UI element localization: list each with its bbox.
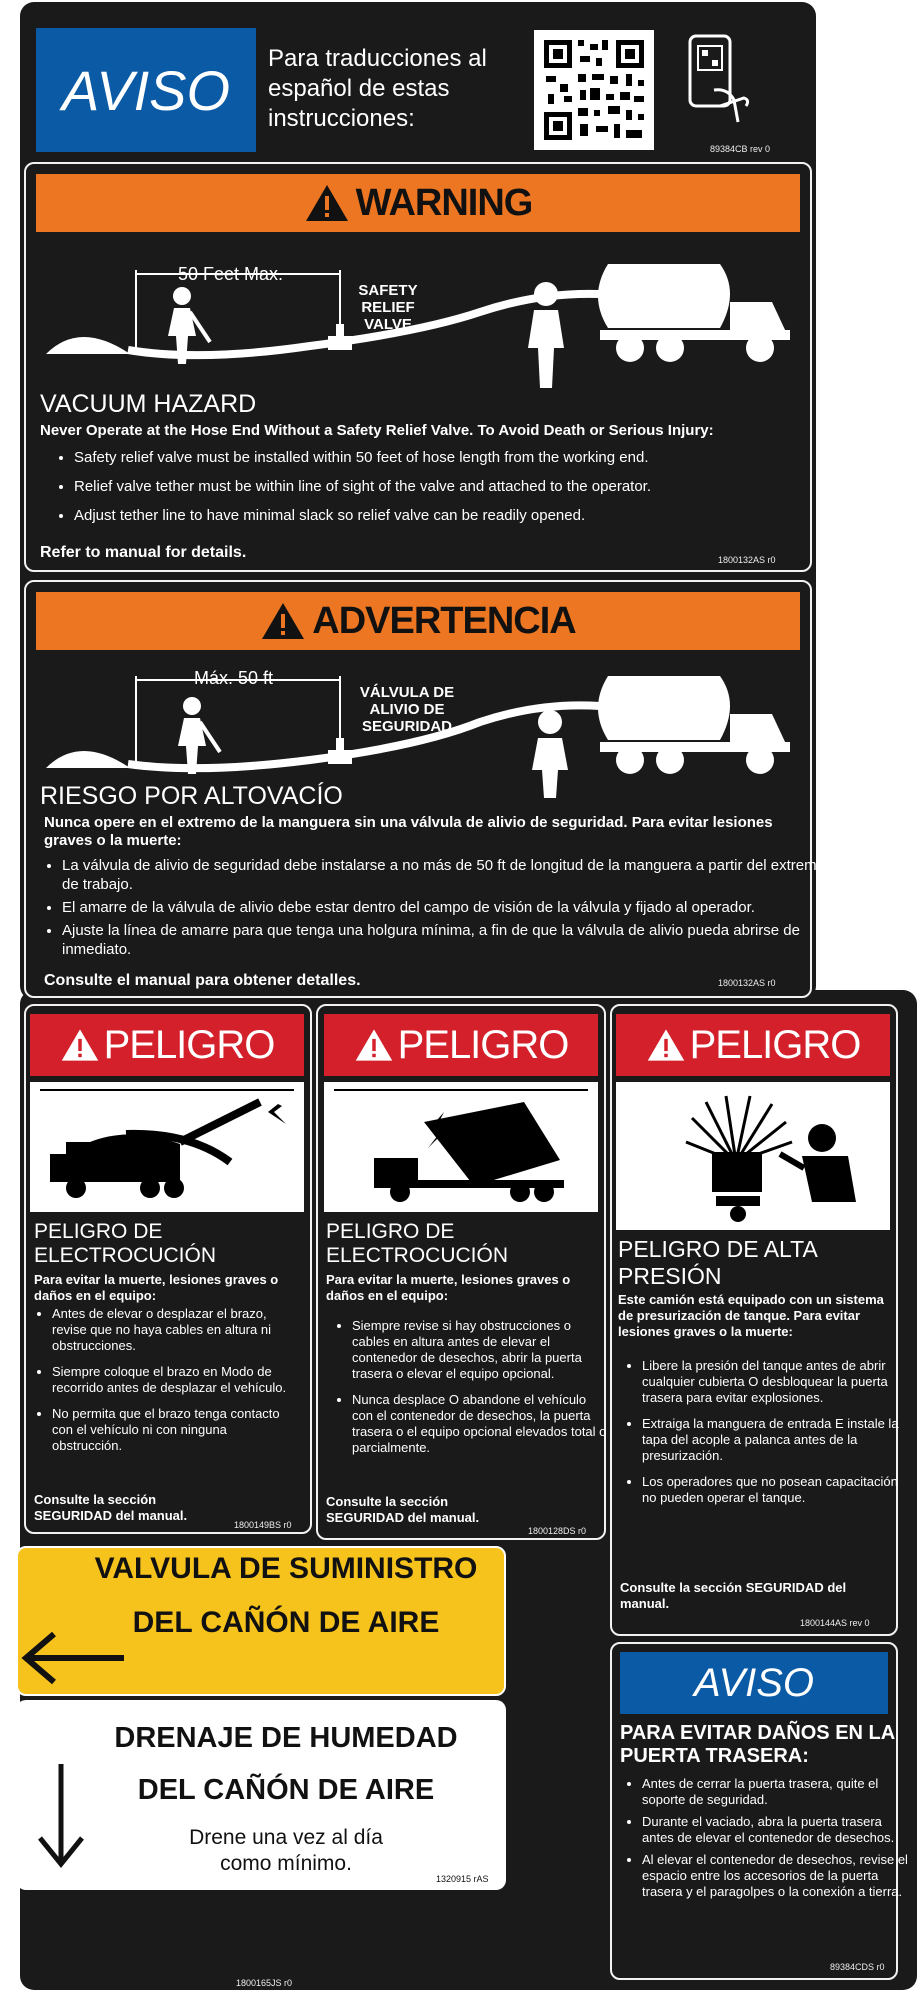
hazard-bullets-en	[48, 448, 814, 535]
list-item: • Extraiga la manguera de entrada E instale la tapa del acople a palanca antes de la presurización.	[642, 1416, 904, 1464]
peligro-lead-3: Este camión está equipado con un sistema de presurización de tanque. Para evitar lesiones graves o la muerte:	[618, 1292, 884, 1339]
list-item: • Antes de elevar o desplazar el brazo, revise que no haya cables en altura ni obstrucciones.	[52, 1306, 296, 1354]
list-item: • Antes de cerrar la puerta trasera, quite el soporte de seguridad.	[642, 1776, 914, 1808]
phone-scan-icon	[676, 30, 756, 130]
peligro-footer-1: Consulte la sección SEGURIDAD del manual.	[34, 1492, 188, 1523]
list-item: • Safety relief valve must be installed within 50 feet of hose length from the working end.	[74, 448, 814, 468]
peligro-header-3: PELIGRO	[616, 1014, 890, 1076]
distance-label-en: 50 Feet Max.	[178, 264, 284, 284]
peligro-image-3	[616, 1082, 890, 1230]
list-item: • El amarre de la válvula de alivio debe estar dentro del campo de visión de la válvula y fijado al operador.	[62, 898, 832, 917]
list-item: • Siempre coloque el brazo en Modo de recorrido antes de desplazar el vehículo.	[52, 1364, 296, 1396]
translation-text: Para traducciones al español de estas instrucciones:	[268, 45, 487, 132]
list-item: • La válvula de alivio de seguridad debe instalarse a no más de 50 ft de longitud de la manguera a partir del extremo de trabajo.	[62, 856, 832, 894]
valvula-line-1: VALVULA DE SUMINISTRO	[94, 1552, 478, 1585]
hazard-title-es: RIESGO POR ALTOVACÍO	[40, 782, 343, 810]
valve-label-es: VÁLVULA DE ALIVIO DE SEGURIDAD	[359, 684, 455, 735]
list-item: • Adjust tether line to have minimal slack so relief valve can be readily opened.	[74, 506, 814, 526]
drenaje-sub-2: como mínimo.	[220, 1852, 352, 1875]
peligro-lead-2: Para evitar la muerte, lesiones graves o daños en el equipo:	[326, 1272, 571, 1303]
drenaje-sub-1: Drene una vez al día	[189, 1826, 383, 1849]
warning-triangle-icon	[260, 601, 306, 641]
arrow-down-icon	[36, 1760, 86, 1870]
peligro-title-2: PELIGRO DE ELECTROCUCIÓN	[326, 1220, 509, 1267]
list-item: • Relief valve tether must be within line of sight of the valve and attached to the operator.	[74, 477, 814, 497]
drenaje-line-1: DRENAJE DE HUMEDAD	[114, 1722, 458, 1754]
peligro-footer-2: Consulte la sección SEGURIDAD del manual.	[326, 1494, 480, 1525]
warning-triangle-icon	[60, 1027, 100, 1063]
drenaje-ref: 1320915 rAS	[436, 1874, 489, 1884]
list-item: • Durante el vaciado, abra la puerta trasera antes de elevar el contenedor de desechos.	[642, 1814, 914, 1846]
peligro-ref-2: 1800128DS r0	[528, 1526, 587, 1536]
aviso-top-ref: 89384CB rev 0	[710, 144, 771, 154]
list-item: • Libere la presión del tanque antes de abrir cualquier cubierta O desbloquear la puerta trasera para evitar explosiones.	[642, 1358, 904, 1406]
peligro-title-3: PELIGRO DE ALTA PRESIÓN	[618, 1236, 817, 1289]
warning-triangle-icon	[304, 183, 350, 223]
advertencia-header: ADVERTENCIA	[36, 592, 800, 650]
peligro-image-1	[30, 1082, 304, 1212]
peligro-bullets-1	[30, 1306, 296, 1464]
peligro-footer-3: Consulte la sección SEGURIDAD del manual.	[620, 1580, 847, 1611]
list-item: • Siempre revise si hay obstrucciones o cables en altura antes de elevar el contenedor de desechos, abrir la puerta trasera o elevar el equipo opcional.	[352, 1318, 608, 1382]
aviso-badge-bottom: AVISO	[620, 1652, 888, 1714]
valvula-line-2: DEL CAÑÓN DE AIRE	[132, 1606, 440, 1639]
list-item: • Los operadores que no posean capacitación no pueden operar el tanque.	[642, 1474, 904, 1506]
peligro-header-1: PELIGRO	[30, 1014, 304, 1076]
hazard-lead-es: Nunca opere en el extremo de la manguera sin una válvula de alivio de seguridad. Para evitar lesiones graves o la muerte:	[44, 814, 773, 849]
hazard-title-en: VACUUM HAZARD	[40, 390, 257, 418]
peligro-title-1: PELIGRO DE ELECTROCUCIÓN	[34, 1220, 217, 1267]
qr-code	[534, 30, 654, 150]
footer-en: Refer to manual for details.	[40, 544, 247, 561]
list-item: • No permita que el brazo tenga contacto con el vehículo ni con ninguna obstrucción.	[52, 1406, 296, 1454]
peligro-image-2	[324, 1082, 598, 1212]
arrow-left-icon	[20, 1630, 130, 1686]
valve-label-en: SAFETY RELIEF VALVE	[358, 282, 418, 333]
peligro-header-2: PELIGRO	[324, 1014, 598, 1076]
ref-en: 1800132AS r0	[718, 555, 776, 565]
warning-header: WARNING	[36, 174, 800, 232]
list-item: • Ajuste la línea de amarre para que tenga una holgura mínima, a fin de que la válvula de alivio pueda abrirse de inmediato.	[62, 921, 832, 959]
distance-label-es: Máx. 50 ft	[194, 668, 274, 688]
hazard-lead-en: Never Operate at the Hose End Without a Safety Relief Valve. To Avoid Death or Serious Injury:	[40, 422, 714, 439]
bottom-ref: 1800165JS r0	[236, 1978, 293, 1988]
footer-es: Consulte el manual para obtener detalles.	[44, 972, 361, 989]
aviso-bullets-bottom	[618, 1776, 914, 1906]
warning-triangle-icon	[646, 1027, 686, 1063]
drenaje-line-2: DEL CAÑÓN DE AIRE	[137, 1774, 435, 1806]
ref-es: 1800132AS r0	[718, 978, 776, 988]
hazard-bullets-es	[36, 856, 832, 963]
aviso-ref-bottom: 89384CDS r0	[830, 1962, 885, 1972]
peligro-ref-3: 1800144AS rev 0	[800, 1618, 870, 1628]
list-item: • Nunca desplace O abandone el vehículo con el contenedor de desechos, la puerta trasera o el equipo opcional elevados total o parcialmente.	[352, 1392, 608, 1456]
peligro-lead-1: Para evitar la muerte, lesiones graves o daños en el equipo:	[34, 1272, 279, 1303]
list-item: • Al elevar el contenedor de desechos, revise el espacio entre los accesorios de la puerta trasera y el paragolpes o la conexión a tierra.	[642, 1852, 914, 1900]
peligro-bullets-3	[620, 1358, 904, 1516]
peligro-ref-1: 1800149BS r0	[234, 1520, 292, 1530]
aviso-badge-top: AVISO	[36, 28, 256, 152]
peligro-bullets-2	[330, 1318, 608, 1466]
aviso-title-bottom: PARA EVITAR DAÑOS EN LA PUERTA TRASERA:	[620, 1722, 895, 1767]
warning-triangle-icon	[354, 1027, 394, 1063]
